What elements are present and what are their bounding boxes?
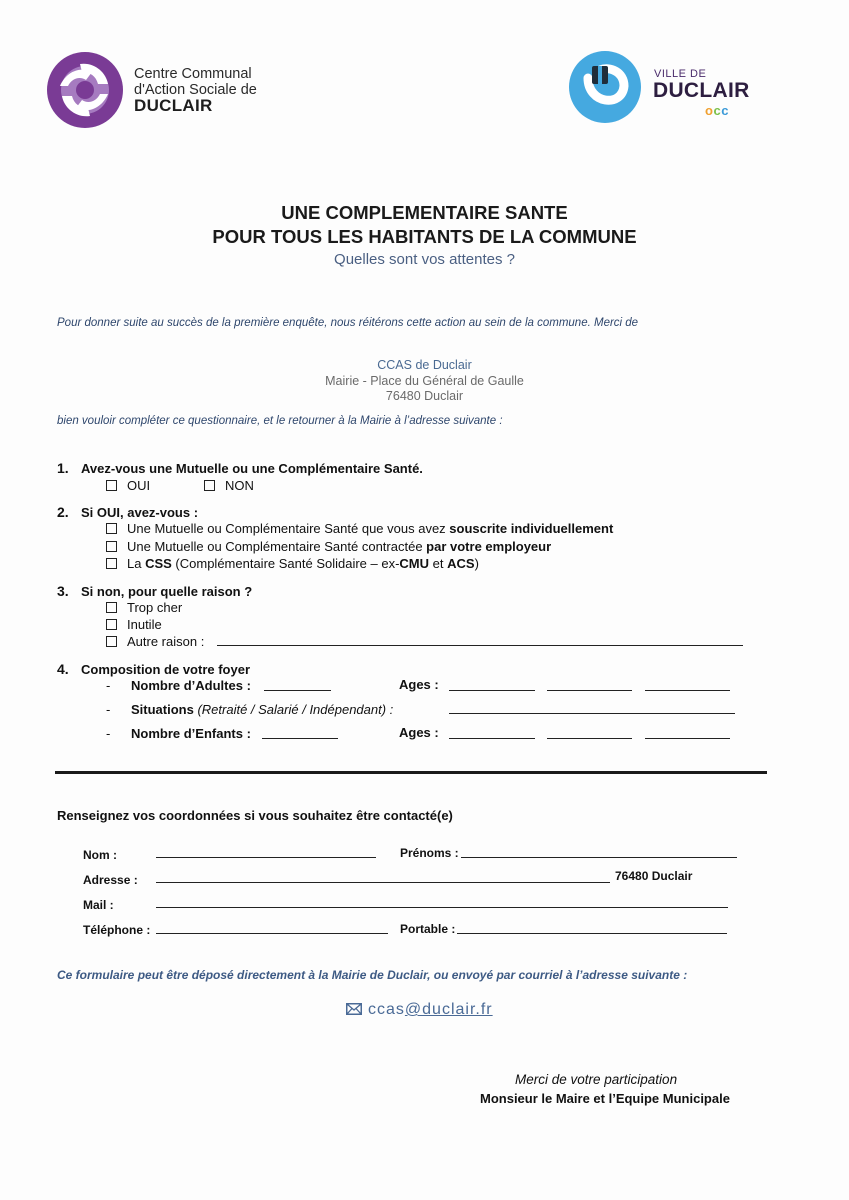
mail-field[interactable] — [156, 907, 728, 908]
intro-text-2: bien vouloir compléter ce questionnaire, et le retourner à la Mairie à l’adresse suivante : — [57, 415, 503, 427]
address-line3: 76480 Duclair — [385, 389, 464, 403]
checkbox-individuelle[interactable] — [106, 523, 117, 534]
question-3-text: Si non, pour quelle raison ? — [81, 584, 253, 599]
adults-ages-label: Ages : — [399, 677, 439, 692]
q1-option-non[interactable] — [204, 478, 254, 493]
adult-age-field-2[interactable] — [547, 690, 632, 691]
checkbox-trop-cher[interactable] — [106, 602, 117, 613]
adult-age-field-3[interactable] — [645, 690, 730, 691]
q2-opt1-text: Une Mutuelle ou Complémentaire Santé que vous avez — [127, 521, 450, 536]
address-line1: CCAS de Duclair — [377, 358, 472, 372]
q2-opt3-a: La — [127, 556, 146, 571]
email-link[interactable]: @duclair.fr — [404, 1001, 493, 1018]
page-title-line1: UNE COMPLEMENTAIRE SANTE — [281, 202, 568, 223]
signature: Monsieur le Maire et l’Equipe Municipale — [480, 1091, 730, 1106]
q3-option-1[interactable] — [106, 600, 182, 615]
thanks-text: Merci de votre participation — [515, 1072, 678, 1087]
address-line2: Mairie - Place du Général de Gaulle — [325, 373, 524, 388]
q2-opt3-c: (Complémentaire Santé Solidaire – ex- — [171, 556, 400, 571]
occ-letter-1: o — [705, 103, 714, 118]
situations-field[interactable] — [449, 713, 735, 714]
q2-opt3-e: et — [429, 556, 448, 571]
question-2-text: Si OUI, avez-vous : — [81, 505, 199, 520]
email-prefix: ccas — [368, 1001, 405, 1018]
ville-duclair-logo-block — [566, 48, 766, 128]
checkbox-css[interactable] — [106, 558, 117, 569]
mail-label: Mail : — [83, 898, 114, 912]
q3-opt2-label: Inutile — [127, 617, 162, 632]
question-3-number: 3. — [57, 583, 69, 599]
child-age-field-2[interactable] — [547, 738, 632, 739]
autre-raison-field[interactable] — [217, 645, 743, 646]
q3-option-3[interactable] — [106, 634, 204, 649]
question-4 — [57, 661, 250, 677]
child-age-field-1[interactable] — [449, 738, 535, 739]
checkbox-autre-raison[interactable] — [106, 636, 117, 647]
checkbox-oui[interactable] — [106, 480, 117, 491]
ccas-logo — [42, 50, 282, 130]
ccas-logo-text — [134, 66, 257, 115]
question-1-text: Avez-vous une Mutuelle ou une Complémentaire Santé. — [81, 461, 423, 476]
occ-letter-2: c — [713, 103, 722, 118]
q2-opt1-bold: souscrite individuellement — [449, 521, 614, 536]
question-2-number: 2. — [57, 504, 69, 520]
adults-label: Nombre d’Adultes : — [131, 678, 251, 693]
envelope-icon — [346, 1003, 362, 1015]
q3-option-2[interactable] — [106, 617, 162, 632]
q2-option-1[interactable] — [106, 521, 613, 536]
ccas-logo-line1: Centre Communal — [134, 66, 252, 82]
q2-opt3-g: ) — [474, 556, 479, 571]
duclair-label: DUCLAIR — [653, 79, 750, 102]
portable-field[interactable] — [457, 933, 727, 934]
q2-opt2-text: Une Mutuelle ou Complémentaire Santé contractée — [127, 539, 427, 554]
ccas-logo-line3: DUCLAIR — [134, 96, 213, 115]
ville-de-label: VILLE DE — [654, 68, 707, 80]
adult-age-field-1[interactable] — [449, 690, 535, 691]
q1-option-oui[interactable] — [106, 478, 150, 493]
portable-label: Portable : — [400, 922, 456, 936]
adults-field[interactable] — [264, 690, 331, 691]
nom-label: Nom : — [83, 848, 117, 862]
checkbox-employeur[interactable] — [106, 541, 117, 552]
question-2 — [57, 504, 198, 520]
q2-option-2[interactable] — [106, 539, 551, 554]
page-subtitle: Quelles sont vos attentes ? — [334, 251, 515, 268]
occ-mark — [705, 103, 729, 118]
telephone-label: Téléphone : — [83, 923, 151, 937]
q2-option-3[interactable] — [106, 556, 479, 571]
intro-text-1: Pour donner suite au succès de la première enquête, nous réitérons cette action au sein de la commune. Merci de — [57, 317, 639, 329]
question-1-number: 1. — [57, 460, 69, 476]
q4-dash-2: - — [106, 702, 111, 717]
contact-heading: Renseignez vos coordonnées si vous souhaitez être contacté(e) — [57, 808, 453, 823]
question-4-text: Composition de votre foyer — [81, 662, 251, 677]
q2-opt2-bold: par votre employeur — [426, 539, 552, 554]
nom-field[interactable] — [156, 857, 376, 858]
adresse-suffix: 76480 Duclair — [615, 869, 693, 883]
ccas-logo-line2: d'Action Sociale de — [134, 82, 257, 98]
ville-duclair-logo — [566, 48, 644, 126]
q2-opt3-f: ACS — [447, 556, 475, 571]
checkbox-inutile[interactable] — [106, 619, 117, 630]
telephone-field[interactable] — [156, 933, 388, 934]
children-label: Nombre d’Enfants : — [131, 726, 251, 741]
children-ages-label: Ages : — [399, 725, 439, 740]
q3-opt3-label: Autre raison : — [127, 634, 205, 649]
adresse-label: Adresse : — [83, 873, 138, 887]
q4-dash-1: - — [106, 678, 111, 693]
ccas-address — [0, 358, 849, 405]
situations-title: Situations — [131, 702, 194, 717]
q2-opt3-b: CSS — [145, 556, 172, 571]
page-title-line2: POUR TOUS LES HABITANTS DE LA COMMUNE — [212, 226, 637, 247]
prenoms-field[interactable] — [461, 857, 737, 858]
question-4-number: 4. — [57, 661, 69, 677]
footer-note: Ce formulaire peut être déposé directement à la Mairie de Duclair, ou envoyé par courriel à l’adresse suivante : — [57, 968, 688, 982]
q3-opt1-label: Trop cher — [127, 600, 183, 615]
children-field[interactable] — [262, 738, 338, 739]
situations-detail: (Retraité / Salarié / Indépendant) : — [193, 702, 394, 717]
q4-dash-3: - — [106, 726, 111, 741]
hands-circle-logo — [42, 50, 128, 130]
prenoms-label: Prénoms : — [400, 846, 459, 860]
contact-email[interactable] — [346, 1001, 493, 1019]
situations-label — [131, 702, 393, 717]
q1-oui-label: OUI — [127, 478, 151, 493]
checkbox-non[interactable] — [204, 480, 215, 491]
question-1 — [57, 460, 423, 476]
q2-opt3-d: CMU — [399, 556, 430, 571]
section-divider — [55, 771, 767, 774]
question-3 — [57, 583, 252, 599]
occ-letter-3: c — [721, 103, 729, 118]
q1-non-label: NON — [225, 478, 254, 493]
adresse-field[interactable] — [156, 882, 610, 883]
child-age-field-3[interactable] — [645, 738, 730, 739]
